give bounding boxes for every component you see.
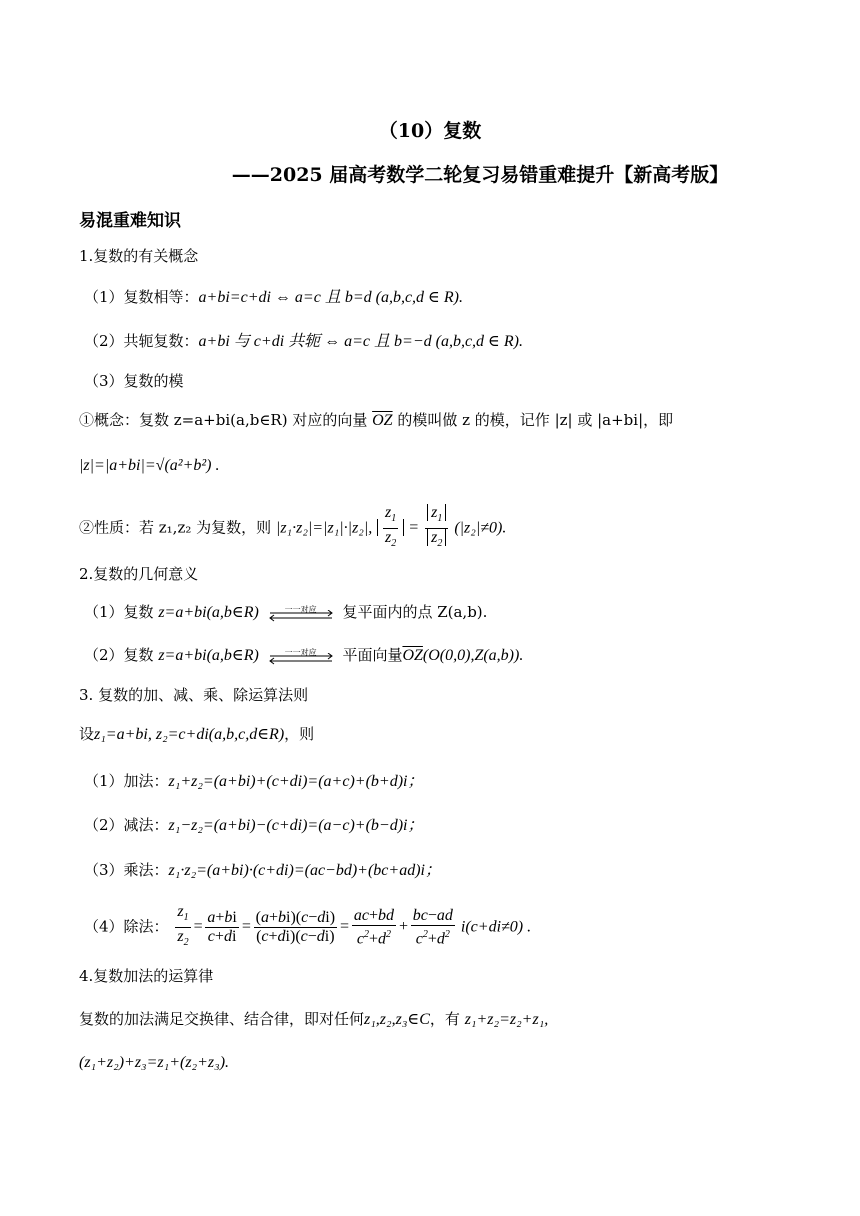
s3-setup-b: ，则: [284, 725, 315, 743]
s1-concept-line: [79, 410, 673, 431]
section-heading: 易混重难知识: [79, 211, 181, 231]
s4-line1-a: 复数的加法满足交换律、结合律，即对任何: [79, 1010, 365, 1028]
s3-sub-label: （2）减法：: [84, 816, 169, 834]
s3-sub: [84, 815, 423, 836]
s2-item2-label: （2）复数: [84, 646, 154, 664]
s2-item1: [84, 602, 487, 624]
s4-line1-b: ，有: [429, 1010, 460, 1028]
s1-concept-formula-line: [79, 455, 219, 476]
s3-div-label: （4）除法：: [84, 917, 169, 936]
s4-line1: [79, 1009, 548, 1030]
arrow-label: 一一对应: [284, 605, 317, 614]
s1-concept-vector: $\overline{OZ}$: [372, 412, 393, 429]
s1-concept-a: ①概念：复数 z=a+bi(a,b∈R) 对应的向量: [79, 411, 368, 429]
s3-setup-a: 设: [79, 725, 95, 743]
s1-property-b: |z₁·z₂|=|z₁|·|z₂|,: [275, 519, 373, 537]
s2-item2-vector: $\overline{OZ}$: [402, 647, 423, 664]
s1-item1-label: （1）复数相等：: [84, 288, 199, 306]
s1-item1-math: a+bi=c+di ⇔ a=c 且 b=d (a,b,c,d ∈ R).: [198, 289, 464, 306]
s2-heading: 2.复数的几何意义: [79, 565, 199, 583]
s2-item2: [84, 645, 523, 667]
s2-item1-rhs: 复平面内的点 Z(a,b).: [342, 603, 488, 621]
s3-mul-math: z₁·z₂=(a+bi)·(c+di)=(ac−bd)+(bc+ad)i；: [168, 862, 441, 879]
arrow-label: 一一对应: [284, 648, 317, 657]
one-to-one-arrow-icon: [266, 645, 336, 667]
s4-line2-assoc: (z₁+z₂)+z₃=z₁+(z₂+z₃).: [79, 1054, 230, 1071]
s4-line1-comm: z₁+z₂=z₂+z₁,: [464, 1011, 549, 1028]
s3-setup-math: z₁=a+bi, z₂=c+di(a,b,c,d∈R): [94, 726, 285, 743]
doc-subtitle: ——2025 届高考数学二轮复习易错重难提升【新高考版】: [231, 164, 729, 186]
s2-item2-rhs-b: (O(0,0),Z(a,b)).: [422, 647, 524, 664]
s4-heading: 4.复数加法的运算律: [79, 967, 214, 985]
s3-add-math: z₁+z₂=(a+bi)+(c+di)=(a+c)+(b+d)i；: [168, 773, 424, 790]
s1-concept-formula: |z|=|a+bi|=√(a²+b²) .: [79, 457, 220, 474]
s3-div: [84, 903, 531, 952]
s1-item3: （3）复数的模: [84, 372, 184, 390]
s2-item1-lhs: z=a+bi(a,b∈R): [158, 604, 259, 621]
s2-item1-label: （1）复数: [84, 603, 154, 621]
s4-line1-math: z₁,z₂,z₃∈C: [364, 1011, 430, 1028]
s1-property-line: [79, 504, 506, 553]
s1-heading: 1.复数的有关概念: [79, 247, 199, 265]
doc-title: （10）复数: [378, 120, 482, 142]
s2-item2-lhs: z=a+bi(a,b∈R): [158, 647, 259, 664]
s1-item2: [84, 331, 523, 352]
s3-add-label: （1）加法：: [84, 772, 169, 790]
s1-item2-label: （2）共轭复数：: [84, 332, 199, 350]
one-to-one-arrow-icon: [266, 602, 336, 624]
s3-mul-label: （3）乘法：: [84, 861, 169, 879]
s1-concept-b: 的模叫做 z 的模，记作 |z| 或 |a+bi|，即: [397, 411, 674, 429]
s3-sub-math: z₁−z₂=(a+bi)−(c+di)=(a−c)+(b−d)i；: [168, 817, 424, 834]
s1-item1: [84, 287, 463, 308]
s3-div-formula: $\frac{z_1}{z_2}$ = $\frac{a+bi}{c+di}$ = $\frac{(a+bi)(c-di)}{(c+di)(c-di)}$ = $\frac{ac+bd}{c^2+d^2}$ + $\frac{bc-ad}{c^2+d^2}$: [177, 903, 453, 949]
s3-heading: 3. 复数的加、减、乘、除运算法则: [79, 686, 309, 704]
s3-mul: [84, 860, 441, 881]
s3-div-tail: i(c+di≠0) .: [460, 918, 532, 936]
s3-setup: [79, 724, 314, 745]
s2-item2-rhs-a: 平面向量: [342, 646, 403, 664]
s1-property-c: (|z₂|≠0).: [454, 519, 507, 537]
s1-item2-math: a+bi 与 c+di 共轭 ⇔ a=c 且 b=−d (a,b,c,d ∈ R).: [198, 333, 524, 350]
s3-add: [84, 771, 423, 792]
s1-property-fraction: $\frac{z_1}{z_2}$ = $\frac{z_1}{z_2}$: [377, 519, 454, 536]
s4-line2: [79, 1052, 229, 1073]
s1-property-a: ②性质：若 z₁,z₂ 为复数，则: [79, 518, 272, 537]
